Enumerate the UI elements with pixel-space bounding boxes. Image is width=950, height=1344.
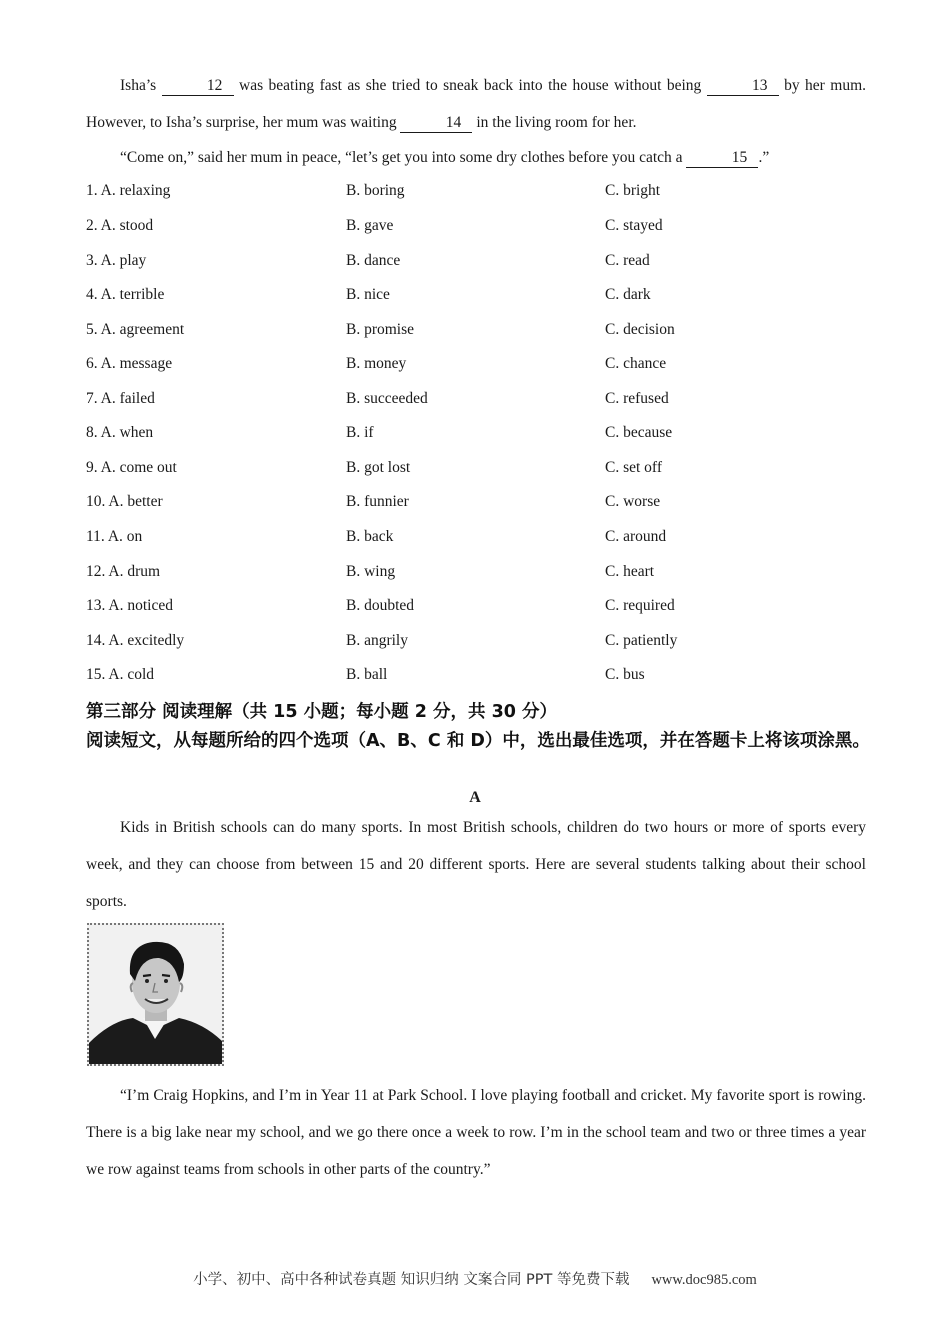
option-row-6: [86, 355, 866, 377]
reading-intro: Kids in British schools can do many sports. In most British schools, children do two hours or more of sports every week, and they can choose from between 15 and 20 different sports. Here are several students talking about their school sports.: [86, 819, 866, 910]
option-b: B. wing: [346, 563, 396, 580]
option-c: C. worse: [605, 493, 661, 510]
option-a: 5. A. agreement: [86, 321, 185, 338]
option-b: B. ball: [346, 666, 388, 683]
option-row-5: [86, 321, 866, 343]
option-c: C. dark: [605, 286, 651, 303]
option-a: 2. A. stood: [86, 217, 154, 234]
option-row-9: [86, 459, 866, 481]
option-row-12: [86, 563, 866, 585]
option-c: C. chance: [605, 355, 667, 372]
student-portrait-photo: [87, 923, 224, 1066]
option-b: B. back: [346, 528, 394, 545]
option-c: C. around: [605, 528, 667, 545]
craig-quote: “I’m Craig Hopkins, and I’m in Year 11 at Park School. I love playing football and cricket. My favorite sport is rowing. There is a big lake near my school, and we go there once a week to row. I’m in the school team and two or three times a year we row against teams from schools in other parts of the country.”: [86, 1087, 866, 1178]
option-b: B. gave: [346, 217, 394, 234]
option-a: 12. A. drum: [86, 563, 161, 580]
option-a: 15. A. cold: [86, 666, 155, 683]
option-b: B. got lost: [346, 459, 411, 476]
option-a: 1. A. relaxing: [86, 182, 171, 199]
option-b: B. doubted: [346, 597, 415, 614]
option-b: B. boring: [346, 182, 405, 199]
option-a: 11. A. on: [86, 528, 143, 545]
option-row-13: [86, 597, 866, 619]
option-a: 9. A. come out: [86, 459, 177, 476]
passage-text: .”: [758, 149, 770, 166]
option-row-4: [86, 286, 866, 308]
option-row-11: [86, 528, 866, 550]
option-row-1: [86, 182, 866, 204]
passage-text: by her mum. However, to Isha’s surprise, her mum was waiting: [86, 77, 866, 131]
option-c: C. stayed: [605, 217, 663, 234]
option-c: C. read: [605, 252, 650, 269]
passage-text: Isha’s: [120, 77, 162, 94]
option-row-14: [86, 632, 866, 654]
option-b: B. if: [346, 424, 374, 441]
option-c: C. set off: [605, 459, 662, 476]
option-b: B. money: [346, 355, 407, 372]
option-row-15: [86, 666, 866, 688]
passage-text: “Come on,” said her mum in peace, “let’s get you into some dry clothes before you catch a: [120, 149, 687, 166]
option-row-8: [86, 424, 866, 446]
option-a: 13. A. noticed: [86, 597, 173, 614]
section-heading: 第三部分 阅读理解（共 15 小题；每小题 2 分，共 30 分）: [86, 702, 558, 722]
option-b: B. dance: [346, 252, 401, 269]
passage-paragraph-2: [86, 139, 866, 176]
blank-15: 15: [686, 149, 758, 168]
passage-letter: A: [469, 789, 481, 806]
option-c: C. required: [605, 597, 675, 614]
section-instruction: 阅读短文，从每题所给的四个选项（A、B、C 和 D）中，选出最佳选项，并在答题卡上将该项涂黑。: [86, 731, 870, 751]
option-c: C. bright: [605, 182, 661, 199]
option-c: C. refused: [605, 390, 669, 407]
passage-text: was beating fast as she tried to sneak back into the house without being: [233, 77, 707, 94]
option-c: C. bus: [605, 666, 645, 683]
option-a: 14. A. excitedly: [86, 632, 185, 649]
option-b: B. succeeded: [346, 390, 428, 407]
option-c: C. because: [605, 424, 673, 441]
footer-text: 小学、初中、高中各种试卷真题 知识归纳 文案合同 PPT 等免费下载: [193, 1272, 630, 1288]
option-c: C. patiently: [605, 632, 678, 649]
option-row-7: [86, 390, 866, 412]
portrait-image-icon: [89, 925, 222, 1064]
passage-text: in the living room for her.: [472, 114, 637, 131]
blank-13: 13: [707, 77, 779, 96]
option-c: C. decision: [605, 321, 675, 338]
option-b: B. angrily: [346, 632, 408, 649]
option-c: C. heart: [605, 563, 655, 580]
option-b: B. promise: [346, 321, 415, 338]
option-a: 6. A. message: [86, 355, 173, 372]
blank-14: 14: [400, 114, 472, 133]
option-a: 8. A. when: [86, 424, 154, 441]
page-footer: [0, 1268, 950, 1289]
option-row-2: [86, 217, 866, 239]
blank-12: 12: [162, 77, 234, 96]
option-a: 4. A. terrible: [86, 286, 165, 303]
option-b: B. nice: [346, 286, 390, 303]
option-a: 7. A. failed: [86, 390, 155, 407]
option-row-3: [86, 252, 866, 274]
option-b: B. funnier: [346, 493, 409, 510]
option-row-10: [86, 493, 866, 515]
passage-paragraph-1: [86, 67, 866, 141]
option-a: 10. A. better: [86, 493, 163, 510]
footer-url[interactable]: www.doc985.com: [651, 1272, 757, 1288]
option-a: 3. A. play: [86, 252, 147, 269]
